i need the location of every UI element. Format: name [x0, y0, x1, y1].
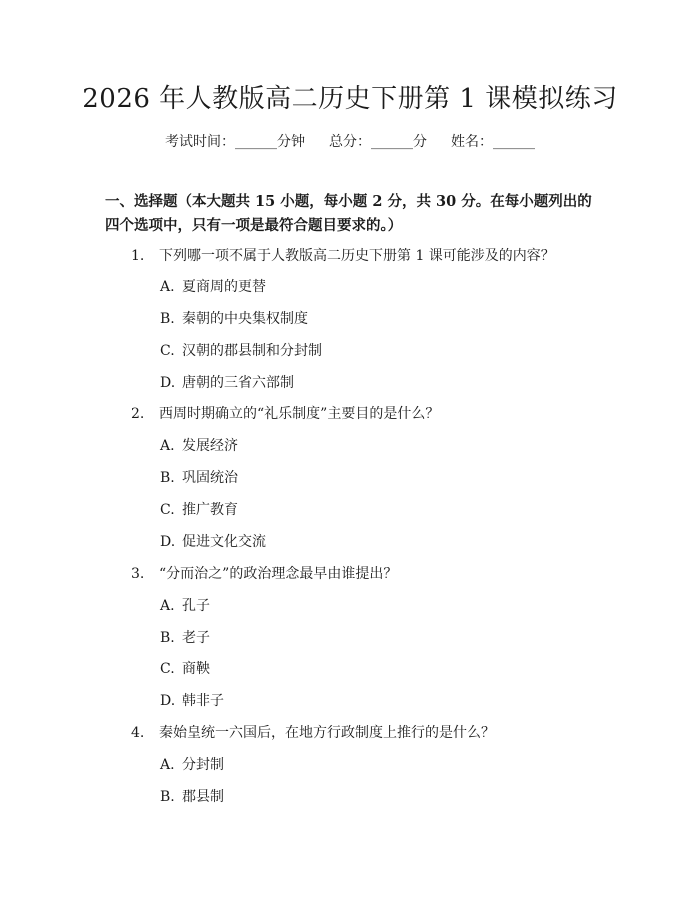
option-letter: A. — [160, 438, 175, 454]
option-letter: A. — [160, 757, 175, 773]
option-text: 巩固统治 — [182, 470, 238, 486]
exam-meta — [0, 131, 700, 151]
total-score: 总分：______分 — [329, 134, 427, 150]
option — [160, 308, 308, 328]
option-text: 夏商周的更替 — [182, 279, 266, 295]
question-text: “分而治之”的政治理念最早由谁提出？ — [159, 566, 398, 582]
option-text: 秦朝的中央集权制度 — [182, 311, 308, 327]
option — [160, 340, 322, 360]
option-text: 汉朝的郡县制和分封制 — [182, 343, 322, 359]
option — [160, 786, 224, 806]
option-text: 郡县制 — [182, 789, 224, 805]
question-text: 西周时期确立的“礼乐制度”主要目的是什么？ — [159, 406, 440, 422]
option-letter: B. — [160, 630, 175, 646]
option-letter: D. — [160, 534, 176, 550]
option-text: 唐朝的三省六部制 — [182, 375, 294, 391]
option-text: 发展经济 — [182, 438, 238, 454]
option-text: 韩非子 — [182, 693, 224, 709]
option-letter: A. — [160, 279, 175, 295]
option-text: 孔子 — [182, 598, 210, 614]
option — [160, 627, 210, 647]
question-number: 4. — [131, 725, 145, 741]
option-text: 促进文化交流 — [182, 534, 266, 550]
option — [160, 372, 294, 392]
question-text: 秦始皇统一六国后，在地方行政制度上推行的是什么？ — [159, 725, 495, 741]
question-text: 下列哪一项不属于人教版高二历史下册第 1 课可能涉及的内容？ — [159, 248, 555, 264]
option — [160, 467, 238, 487]
option-letter: D. — [160, 375, 176, 391]
question-number: 3. — [131, 566, 145, 582]
option-letter: B. — [160, 311, 175, 327]
question-4 — [131, 722, 495, 742]
question-number: 2. — [131, 406, 145, 422]
option — [160, 658, 210, 678]
option-text: 分封制 — [182, 757, 224, 773]
option — [160, 595, 210, 615]
question-number: 1. — [131, 248, 145, 264]
page-title: 2026 年人教版高二历史下册第 1 课模拟练习 — [82, 84, 618, 114]
option — [160, 531, 266, 551]
option-letter: C. — [160, 343, 175, 359]
option-text: 推广教育 — [182, 502, 238, 518]
option-text: 商鞅 — [182, 661, 210, 677]
question-1 — [131, 245, 555, 265]
exam-time: 考试时间：______分钟 — [165, 134, 305, 150]
option — [160, 499, 238, 519]
option-letter: B. — [160, 470, 175, 486]
option — [160, 276, 266, 296]
student-name: 姓名：______ — [451, 134, 535, 150]
option-letter: B. — [160, 789, 175, 805]
section-heading: 一、选择题（本大题共 15 小题，每小题 2 分，共 30 分。在每小题列出的四个选项中，只有一项是最符合题目要求的。） — [105, 193, 592, 234]
option-letter: C. — [160, 661, 175, 677]
option — [160, 435, 238, 455]
option-letter: C. — [160, 502, 175, 518]
option — [160, 754, 224, 774]
option-letter: A. — [160, 598, 175, 614]
question-2 — [131, 403, 439, 423]
option-letter: D. — [160, 693, 176, 709]
option-text: 老子 — [182, 630, 210, 646]
question-3 — [131, 563, 397, 583]
option — [160, 690, 224, 710]
